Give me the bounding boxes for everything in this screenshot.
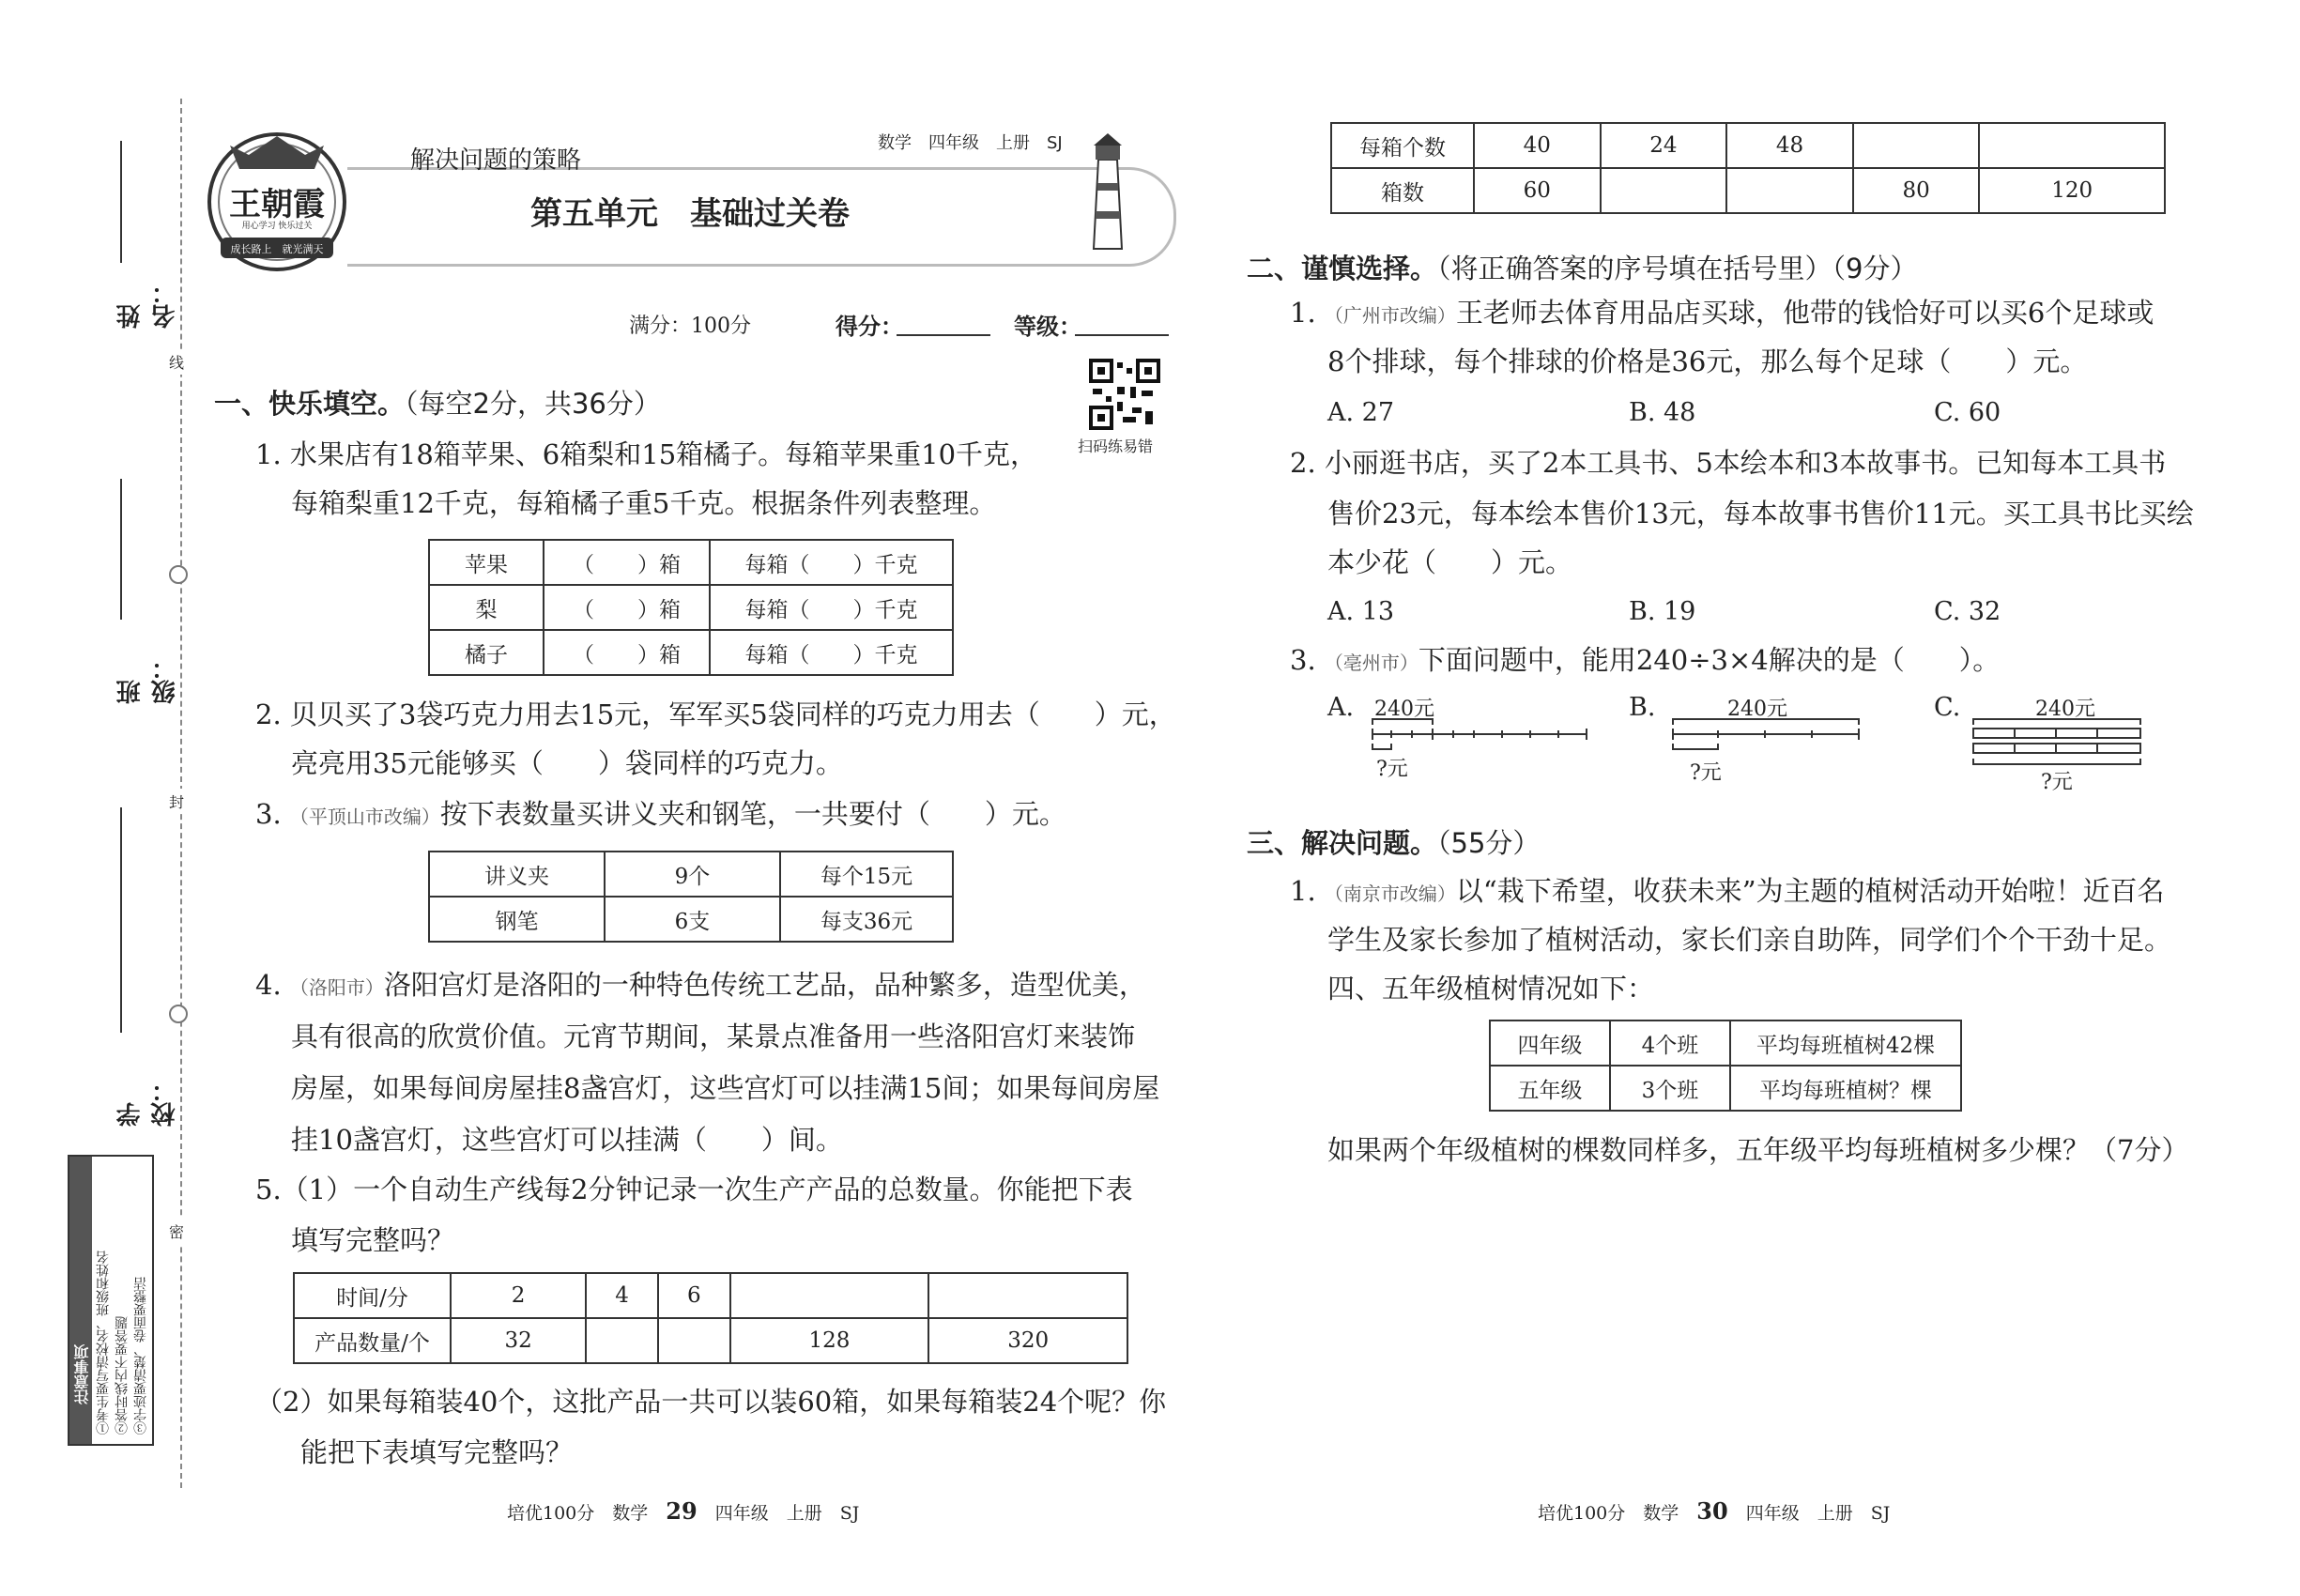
notice-item-3: ③字迹要清楚、卷面要整洁 <box>133 1277 148 1435</box>
choice-2-line3: 本少花（ ）元。 <box>1327 546 1573 578</box>
question-1-line2: 每箱梨重12千克，每箱橘子重5千克。根据条件列表整理。 <box>291 487 997 519</box>
choice-2-option-a[interactable]: A. 13 <box>1327 597 1395 626</box>
full-score: 满分：100分 <box>629 315 751 338</box>
notice-item-2: ②答时线内不要答题 <box>115 1316 130 1435</box>
notice-item-1: ①考生要写清校名、班级和姓名 <box>96 1251 111 1435</box>
question-4-line4: 挂10盏宫灯，这些宫灯可以挂满（ ）间。 <box>291 1124 843 1156</box>
page-number: 29 <box>666 1497 698 1525</box>
question-4-line3: 房屋，如果每间房屋挂8盏宫灯，这些宫灯可以挂满15间；如果每间房屋 <box>291 1072 1160 1104</box>
choice-1-option-c[interactable]: C. 60 <box>1934 398 2001 427</box>
section2-heading: 二、谨慎选择。（将正确答案的序号填在括号里）（9分） <box>1247 253 1918 284</box>
brand-logo <box>202 127 352 277</box>
table-row: 钢笔 6支 每支36元 <box>429 897 953 942</box>
line-char-mi: 密 <box>169 1219 184 1244</box>
page-title: 第五单元 基础过关卷 <box>530 195 850 233</box>
tree-planting-table <box>1489 1020 1962 1112</box>
question-1-line1: 1. 水果店有18箱苹果、6箱梨和15箱橘子。每箱苹果重10千克， <box>255 438 1038 470</box>
table-row: 产品数量/个 32 128 320 <box>294 1318 1127 1363</box>
fruit-table <box>428 539 954 676</box>
section3-heading: 三、解决问题。（55分） <box>1247 827 1541 859</box>
question-4-line2: 具有很高的欣赏价值。元宵节期间，某景点准备用一些洛阳宫灯来装饰 <box>291 1021 1136 1052</box>
notice-box <box>68 1155 154 1446</box>
score-blank[interactable] <box>897 334 990 336</box>
brand-slogan: 成长路上 就光满天 <box>230 243 324 255</box>
diagram-c-unknown: ?元 <box>2041 771 2073 794</box>
header-meta: 数学 四年级 上册 SJ <box>878 133 1063 153</box>
line-char-feng: 封 <box>169 789 184 814</box>
table-row: 五年级 3个班 平均每班植树？棵 <box>1490 1066 1961 1111</box>
question-2-line1: 2. 贝贝买了3袋巧克力用去15元，军军买5袋同样的巧克力用去（ ）元， <box>255 698 1176 730</box>
choice-3-option-a[interactable]: A. <box>1327 693 1355 722</box>
choice-3-option-c[interactable]: C. <box>1934 693 1961 722</box>
notice-title: 注意事项 <box>73 1344 91 1404</box>
class-label: 班 级： <box>116 655 179 704</box>
question-3: 3. （平顶山市改编）按下表数量买讲义夹和钢笔，一共要付（ ）元。 <box>255 798 1066 830</box>
diagram-a[interactable] <box>1371 693 1596 787</box>
table-row: 箱数 60 80 120 <box>1331 168 2165 213</box>
name-field[interactable] <box>113 141 179 329</box>
brand-name: 王朝霞 <box>229 186 325 223</box>
table-row: 四年级 4个班 平均每班植树42棵 <box>1490 1021 1961 1066</box>
problem-1-line3: 四、五年级植树情况如下： <box>1327 973 1655 1005</box>
stationery-table <box>428 851 954 943</box>
diagram-a-total: 240元 <box>1374 698 1434 721</box>
binding-hole-icon <box>169 565 188 584</box>
choice-1-option-a[interactable]: A. 27 <box>1327 398 1395 427</box>
score-label: 得分： <box>836 314 903 340</box>
class-field[interactable] <box>113 479 179 704</box>
school-field[interactable] <box>113 807 179 1127</box>
qr-caption: 扫码练易错 <box>1078 437 1154 455</box>
choice-3-line1: 3. （亳州市）下面问题中，能用240÷3×4解决的是（ ）。 <box>1290 644 2001 676</box>
question-5-part2-line1: （2）如果每箱装40个，这批产品一共可以装60箱，如果每箱装24个呢？你 <box>255 1386 1167 1418</box>
diagram-b-unknown: ?元 <box>1690 761 1722 785</box>
choice-1-line1: 1. （广州市改编）王老师去体育用品店买球，他带的钱恰好可以买6个足球或 <box>1290 297 2154 329</box>
name-label: 姓 名： <box>116 280 179 329</box>
table-row: 橘子 （ ）箱 每箱（ ）千克 <box>429 630 953 675</box>
right-footer: 培优100分 数学 30 四年级 上册 SJ <box>1538 1497 1891 1525</box>
line-char-xian: 线 <box>169 349 184 375</box>
choice-2-option-c[interactable]: C. 32 <box>1934 597 2001 626</box>
choice-2-option-b[interactable]: B. 19 <box>1629 597 1696 626</box>
table-row: 每箱个数 40 24 48 <box>1331 123 2165 168</box>
problem-1-line1: 1. （南京市改编）以“栽下希望，收获未来”为主题的植树活动开始啦！近百名 <box>1290 875 2165 907</box>
diagram-a-unknown: ?元 <box>1376 758 1408 781</box>
choice-1-option-b[interactable]: B. 48 <box>1629 398 1696 427</box>
diagram-b[interactable] <box>1671 693 1896 787</box>
choice-1-line2: 8个排球，每个排球的价格是36元，那么每个足球（ ）元。 <box>1327 345 2088 377</box>
grade-blank[interactable] <box>1075 334 1169 336</box>
left-footer: 培优100分 数学 29 四年级 上册 SJ <box>507 1497 860 1525</box>
header-topic: 解决问题的策略 <box>410 146 582 175</box>
diagram-c[interactable] <box>1971 693 2159 794</box>
brand-tag: 用心学习 快乐过关 <box>241 222 313 231</box>
lighthouse-icon <box>1084 131 1131 253</box>
question-4-line1: 4. （洛阳市）洛阳宫灯是洛阳的一种特色传统工艺品，品种繁多，造型优美， <box>255 969 1146 1001</box>
question-5-line2: 填写完整吗？ <box>291 1224 455 1256</box>
qr-code[interactable] <box>1089 359 1160 430</box>
table-row: 讲义夹 9个 每个15元 <box>429 852 953 897</box>
binding-hole-icon <box>169 1005 188 1023</box>
choice-2-line1: 2. 小丽逛书店，买了2本工具书、5本绘本和3本故事书。已知每本工具书 <box>1290 447 2167 479</box>
grade-label: 等级： <box>1014 314 1081 340</box>
question-5-line1: 5.（1）一个自动生产线每2分钟记录一次生产产品的总数量。你能把下表 <box>255 1174 1133 1205</box>
diagram-b-total: 240元 <box>1727 698 1787 721</box>
school-label: 学 校： <box>116 1078 179 1127</box>
problem-1-question: 如果两个年级植树的棵数同样多，五年级平均每班植树多少棵？（7分） <box>1327 1134 2189 1166</box>
choice-3-option-b[interactable]: B. <box>1629 693 1656 722</box>
table-row: 苹果 （ ）箱 每箱（ ）千克 <box>429 540 953 585</box>
box-table <box>1330 122 2166 214</box>
table-row: 梨 （ ）箱 每箱（ ）千克 <box>429 585 953 630</box>
problem-1-line2: 学生及家长参加了植树活动，家长们亲自助阵，同学们个个干劲十足。 <box>1327 924 2172 956</box>
table-row: 时间/分 2 4 6 <box>294 1273 1127 1318</box>
section1-heading: 一、快乐填空。（每空2分，共36分） <box>214 388 661 420</box>
choice-2-line2: 售价23元，每本绘本售价13元，每本故事书售价11元。买工具书比买绘 <box>1327 498 2194 529</box>
question-2-line2: 亮亮用35元能够买（ ）袋同样的巧克力。 <box>291 747 843 779</box>
diagram-c-total: 240元 <box>2035 698 2095 721</box>
page-number: 30 <box>1696 1497 1728 1525</box>
production-table <box>293 1272 1128 1364</box>
question-5-part2-line2: 能把下表填写完整吗？ <box>300 1436 574 1468</box>
